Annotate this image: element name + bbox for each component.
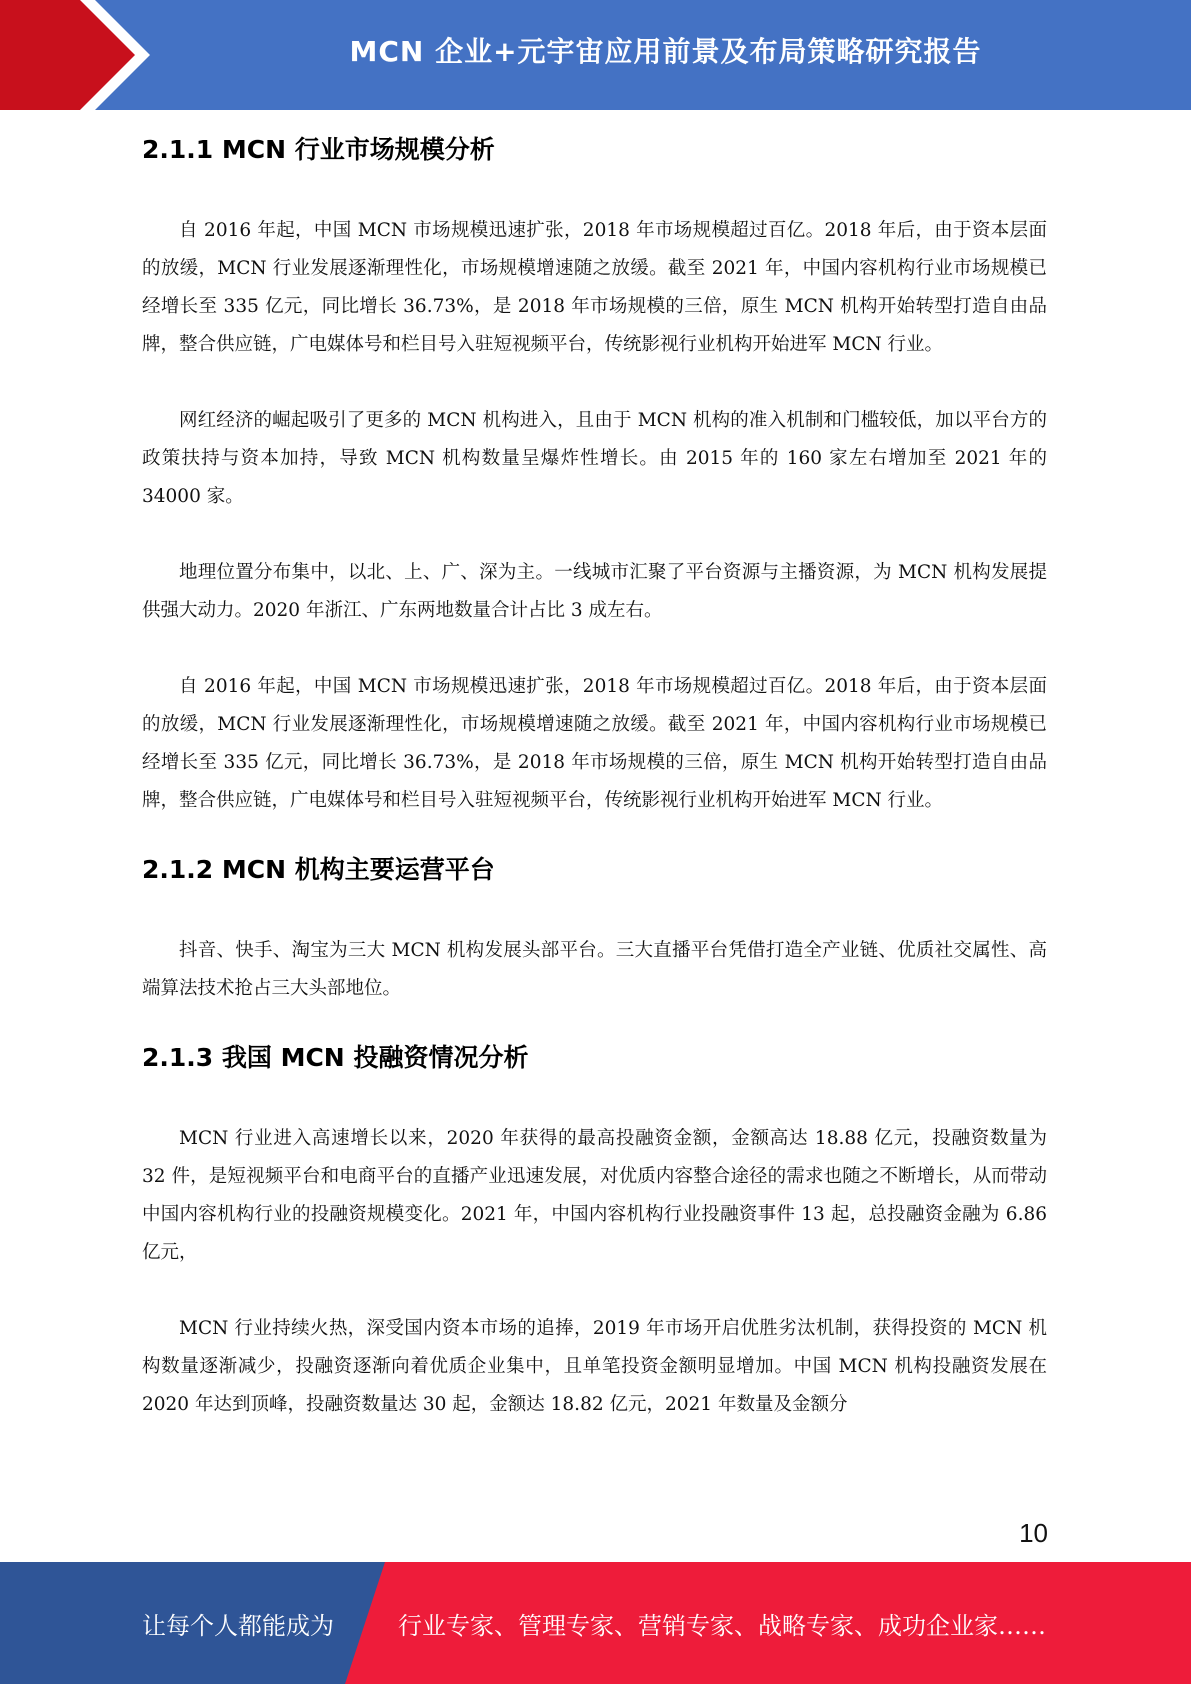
footer-slogan-right: 行业专家、管理专家、营销专家、战略专家、成功企业家……: [398, 1611, 1046, 1640]
report-header: [0, 0, 1191, 110]
section-heading-investment: 2.1.3 我国 MCN 投融资情况分析: [142, 1043, 529, 1072]
paragraph: 自 2016 年起，中国 MCN 市场规模迅速扩张，2018 年市场规模超过百亿。2018 年后，由于资本层面的放缓，MCN 行业发展逐渐理性化，市场规模增速随之放缓。截至 2021 年，中国内容机构行业市场规模已经增长至 335 亿元，同比增长 36.73%，是 2018 年市场规模的三倍，原生 MCN 机构开始转型打造自由品牌，整合供应链，广电媒体号和栏目号入驻短视频平台，传统影视行业机构开始进军 MCN 行业。: [142, 220, 1047, 355]
paragraph: MCN 行业进入高速增长以来，2020 年获得的最高投融资金额，金额高达 18.88 亿元，投融资数量为 32 件，是短视频平台和电商平台的直播产业迅速发展，对优质内容整合途径的需求也随之不断增长，从而带动中国内容机构行业的投融资规模变化。2021 年，中国内容机构行业投融资事件 13 起，总投融资金融为 6.86 亿元，: [142, 1128, 1047, 1263]
report-title: MCN 企业+元宇宙应用前景及布局策略研究报告: [349, 35, 982, 68]
paragraph: 抖音、快手、淘宝为三大 MCN 机构发展头部平台。三大直播平台凭借打造全产业链、优质社交属性、高端算法技术抢占三大头部地位。: [142, 940, 1047, 999]
paragraph: 地理位置分布集中，以北、上、广、深为主。一线城市汇聚了平台资源与主播资源，为 MCN 机构发展提供强大动力。2020 年浙江、广东两地数量合计占比 3 成左右。: [142, 562, 1047, 621]
paragraph: 自 2016 年起，中国 MCN 市场规模迅速扩张，2018 年市场规模超过百亿。2018 年后，由于资本层面的放缓，MCN 行业发展逐渐理性化，市场规模增速随之放缓。截至 2021 年，中国内容机构行业市场规模已经增长至 335 亿元，同比增长 36.73%，是 2018 年市场规模的三倍，原生 MCN 机构开始转型打造自由品牌，整合供应链，广电媒体号和栏目号入驻短视频平台，传统影视行业机构开始进军 MCN 行业。: [142, 676, 1047, 811]
page-number: 10: [1019, 1518, 1048, 1548]
section-heading-market-size: 2.1.1 MCN 行业市场规模分析: [142, 135, 495, 164]
header-red-arrow-decoration: [0, 0, 160, 110]
document-body: [142, 128, 1047, 1424]
report-footer: [0, 1562, 1191, 1684]
footer-slogan-left: 让每个人都能成为: [142, 1611, 334, 1640]
paragraph: 网红经济的崛起吸引了更多的 MCN 机构进入，且由于 MCN 机构的准入机制和门槛较低，加以平台方的政策扶持与资本加持，导致 MCN 机构数量呈爆炸性增长。由 2015 年的 160 家左右增加至 2021 年的 34000 家。: [142, 410, 1047, 507]
section-heading-operating-platforms: 2.1.2 MCN 机构主要运营平台: [142, 855, 495, 884]
paragraph: MCN 行业持续火热，深受国内资本市场的追捧，2019 年市场开启优胜劣汰机制，获得投资的 MCN 机构数量逐渐减少，投融资逐渐向着优质企业集中，且单笔投资金额明显增加。中国 MCN 机构投融资发展在 2020 年达到顶峰，投融资数量达 30 起，金额达 18.82 亿元，2021 年数量及金额分: [142, 1318, 1047, 1415]
